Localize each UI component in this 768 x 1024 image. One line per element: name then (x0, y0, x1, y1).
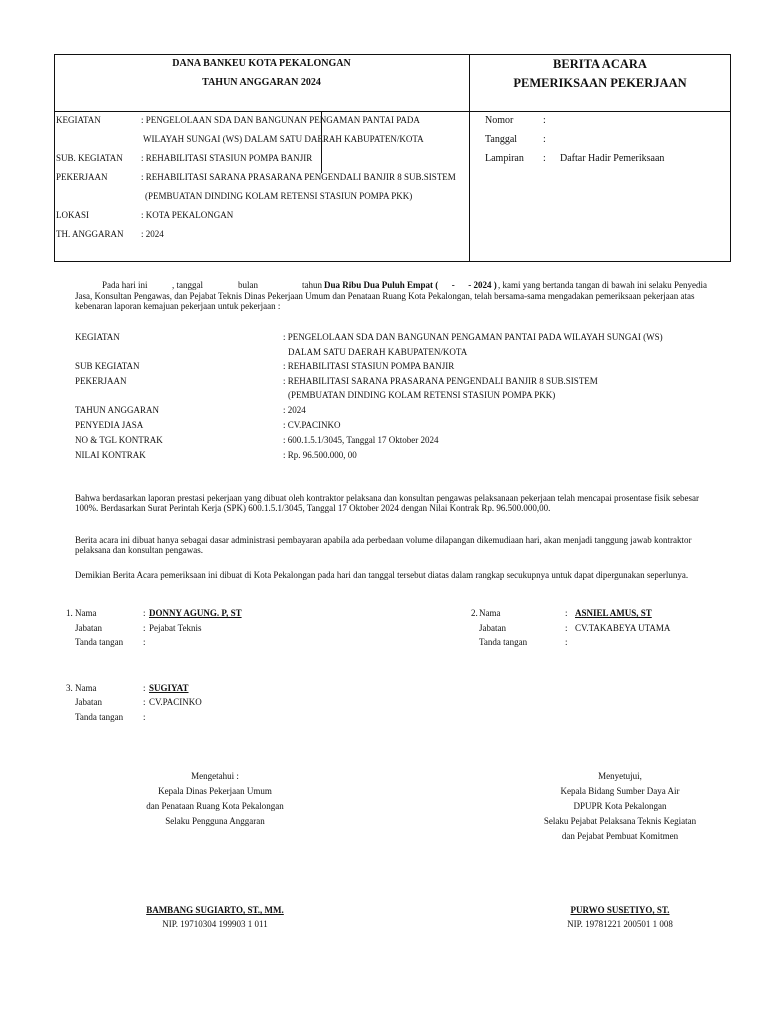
detail-value-nilai-kontrak: : Rp. 96.500.000, 00 (283, 450, 357, 460)
approval-left-line4: Selaku Pengguna Anggaran (165, 816, 265, 826)
approval-right-line5: dan Pejabat Pembuat Komitmen (561, 831, 679, 841)
approval-left-heading: Mengetahui : (191, 771, 239, 781)
field-value-sub-kegiatan: : REHABILITASI STASIUN POMPA BANJIR (141, 153, 313, 163)
signer2-nama-label: Nama (479, 608, 501, 618)
statement-admin-line1: Berita acara ini dibuat hanya sebagai dasar administrasi pembayaran apabila ada perbedaan volume dilapangan dikemudiaan hari, akan menjadi tanggung jawab kontraktor (75, 535, 692, 545)
detail-label-nilai-kontrak: NILAI KONTRAK (75, 450, 146, 460)
info-colon-tanggal: : (543, 134, 546, 145)
statement-progress-line1: Bahwa berdasarkan laporan prestasi pekerjaan yang dibuat oleh kontraktor pelaksana dan konsultan pengawas pelaksanaan pekerjaan telah mencapai prosentase fisik sebesar (75, 493, 700, 503)
signer2-ttd-label: Tanda tangan (479, 637, 528, 647)
signer3-name: SUGIYAT (149, 683, 189, 693)
doc-subtitle: PEMERIKSAAN PEKERJAAN (513, 76, 687, 90)
signer1-nama-label: Nama (75, 608, 97, 618)
detail-value-penyedia-jasa: : CV.PACINKO (283, 420, 341, 430)
info-colon-lampiran: : (543, 153, 546, 164)
field-value-lokasi: : KOTA PEKALONGAN (141, 210, 234, 220)
detail-value-pekerjaan: : REHABILITASI SARANA PRASARANA PENGENDALI BANJIR 8 SUB.SISTEM (283, 376, 598, 386)
signer1-ttd-label: Tanda tangan (75, 637, 124, 647)
approval-right-line2: Kepala Bidang Sumber Daya Air (560, 786, 680, 796)
signer1-jabatan-label: Jabatan (75, 623, 102, 633)
field-value-th-anggaran: : 2024 (141, 229, 164, 239)
header-budget-year: TAHUN ANGGARAN 2024 (202, 77, 321, 88)
statement-closing: Demikian Berita Acara pemeriksaan ini dibuat di Kota Pekalongan pada hari dan tanggal tersebut diatas dalam rangkap secukupnya untuk dapat dipergunakan seperlunya. (75, 570, 689, 580)
intro-line3: kebenaran laporan kemajuan pekerjaan untuk pekerjaan : (75, 301, 281, 311)
detail-label-pekerjaan: PEKERJAAN (75, 376, 127, 386)
statement-admin-line2: pelaksana dan konsultan pengawas. (75, 545, 203, 555)
signer3-jabatan-label: Jabatan (75, 697, 102, 707)
signer1-number: 1. (66, 608, 73, 618)
detail-label-penyedia-jasa: PENYEDIA JASA (75, 420, 144, 430)
approval-left-nip: NIP. 19710304 199903 1 011 (162, 919, 268, 929)
detail-label-sub-kegiatan: SUB KEGIATAN (75, 361, 140, 371)
signer3-jabatan: CV.PACINKO (149, 697, 202, 707)
approval-right-line3: DPUPR Kota Pekalongan (573, 801, 667, 811)
field-label-pekerjaan: PEKERJAAN (56, 172, 108, 182)
field-value-kegiatan: : PENGELOLAAN SDA DAN BANGUNAN PENGAMAN PANTAI PADA (141, 115, 420, 125)
approval-left-name: BAMBANG SUGIARTO, ST., MM. (146, 905, 284, 915)
intro-year-bold: Dua Ribu Dua Puluh Empat ( - - 2024 ) (324, 280, 497, 290)
info-colon-nomor: : (543, 115, 546, 126)
header-divider-horizontal (54, 111, 731, 112)
intro-tahun: tahun (302, 280, 322, 290)
detail-value-tahun-anggaran: : 2024 (283, 405, 306, 415)
intro-tail: , kami yang bertanda tangan di bawah ini selaku Penyedia (498, 280, 707, 290)
approval-right-nip: NIP. 19781221 200501 1 008 (567, 919, 673, 929)
field-label-lokasi: LOKASI (56, 210, 89, 220)
signer2-jabatan: CV.TAKABEYA UTAMA (575, 623, 671, 633)
field-value-pekerjaan-cont: (PEMBUATAN DINDING KOLAM RETENSI STASIUN POMPA PKK) (145, 191, 413, 201)
intro-bulan: bulan (238, 280, 258, 290)
approval-right-name: PURWO SUSETIYO, ST. (570, 905, 670, 915)
field-value-kegiatan-cont: WILAYAH SUNGAI (WS) DALAM SATU DAERAH KABUPATEN/KOTA (143, 134, 424, 144)
approval-right-line4: Selaku Pejabat Pelaksana Teknis Kegiatan (543, 816, 697, 826)
intro-tanggal: , tanggal (172, 280, 203, 290)
approval-left-line2: Kepala Dinas Pekerjaan Umum (158, 786, 272, 796)
intro-hari: Pada hari ini (102, 280, 148, 290)
signer1-name: DONNY AGUNG. P, ST (149, 608, 242, 618)
signer2-name: ASNIEL AMUS, ST (575, 608, 652, 618)
info-label-nomor: Nomor (485, 115, 514, 126)
detail-label-kegiatan: KEGIATAN (75, 332, 120, 342)
signer2-jabatan-label: Jabatan (479, 623, 506, 633)
info-label-lampiran: Lampiran (485, 153, 524, 164)
approval-left-line3: dan Penataan Ruang Kota Pekalongan (146, 801, 284, 811)
field-value-pekerjaan: : REHABILITASI SARANA PRASARANA PENGENDALI BANJIR 8 SUB.SISTEM (141, 172, 456, 182)
statement-progress-line2: 100%. Berdasarkan Surat Perintah Kerja (SPK) 600.1.5.1/3045, Tanggal 17 Oktober 2024 dengan Nilai Kontrak Rp. 96.500.000,00. (75, 503, 551, 513)
signer2-number: 2. (471, 608, 478, 618)
detail-label-kontrak: NO & TGL KONTRAK (75, 435, 163, 445)
intro-line2: Jasa, Konsultan Pengawas, dan Pejabat Teknis Dinas Pekerjaan Umum dan Penataan Ruang Kota Pekalongan, telah bersama-sama mengadakan pemeriksaan pekerjaan atas (75, 291, 695, 301)
field-label-sub-kegiatan: SUB. KEGIATAN (56, 153, 123, 163)
detail-value-sub-kegiatan: : REHABILITASI STASIUN POMPA BANJIR (283, 361, 455, 371)
header-fund-title: DANA BANKEU KOTA PEKALONGAN (172, 58, 351, 69)
info-value-lampiran: Daftar Hadir Pemeriksaan (560, 153, 665, 164)
signer3-ttd-label: Tanda tangan (75, 712, 124, 722)
doc-title: BERITA ACARA (553, 57, 647, 71)
detail-value-kegiatan: : PENGELOLAAN SDA DAN BANGUNAN PENGAMAN PANTAI PADA WILAYAH SUNGAI (WS) (283, 332, 663, 342)
signer3-nama-label: Nama (75, 683, 97, 693)
detail-value-kontrak: : 600.1.5.1/3045, Tanggal 17 Oktober 2024 (283, 435, 439, 445)
info-label-tanggal: Tanggal (485, 134, 518, 145)
signer1-jabatan: Pejabat Teknis (149, 623, 202, 633)
detail-value-pekerjaan-cont: (PEMBUATAN DINDING KOLAM RETENSI STASIUN POMPA PKK) (288, 390, 556, 400)
field-label-th-anggaran: TH. ANGGARAN (56, 229, 124, 239)
approval-right-heading: Menyetujui, (598, 771, 642, 781)
detail-value-kegiatan-cont: DALAM SATU DAERAH KABUPATEN/KOTA (288, 347, 468, 357)
field-label-kegiatan: KEGIATAN (56, 115, 101, 125)
detail-label-tahun-anggaran: TAHUN ANGGARAN (75, 405, 160, 415)
signer3-number: 3. (66, 683, 73, 693)
